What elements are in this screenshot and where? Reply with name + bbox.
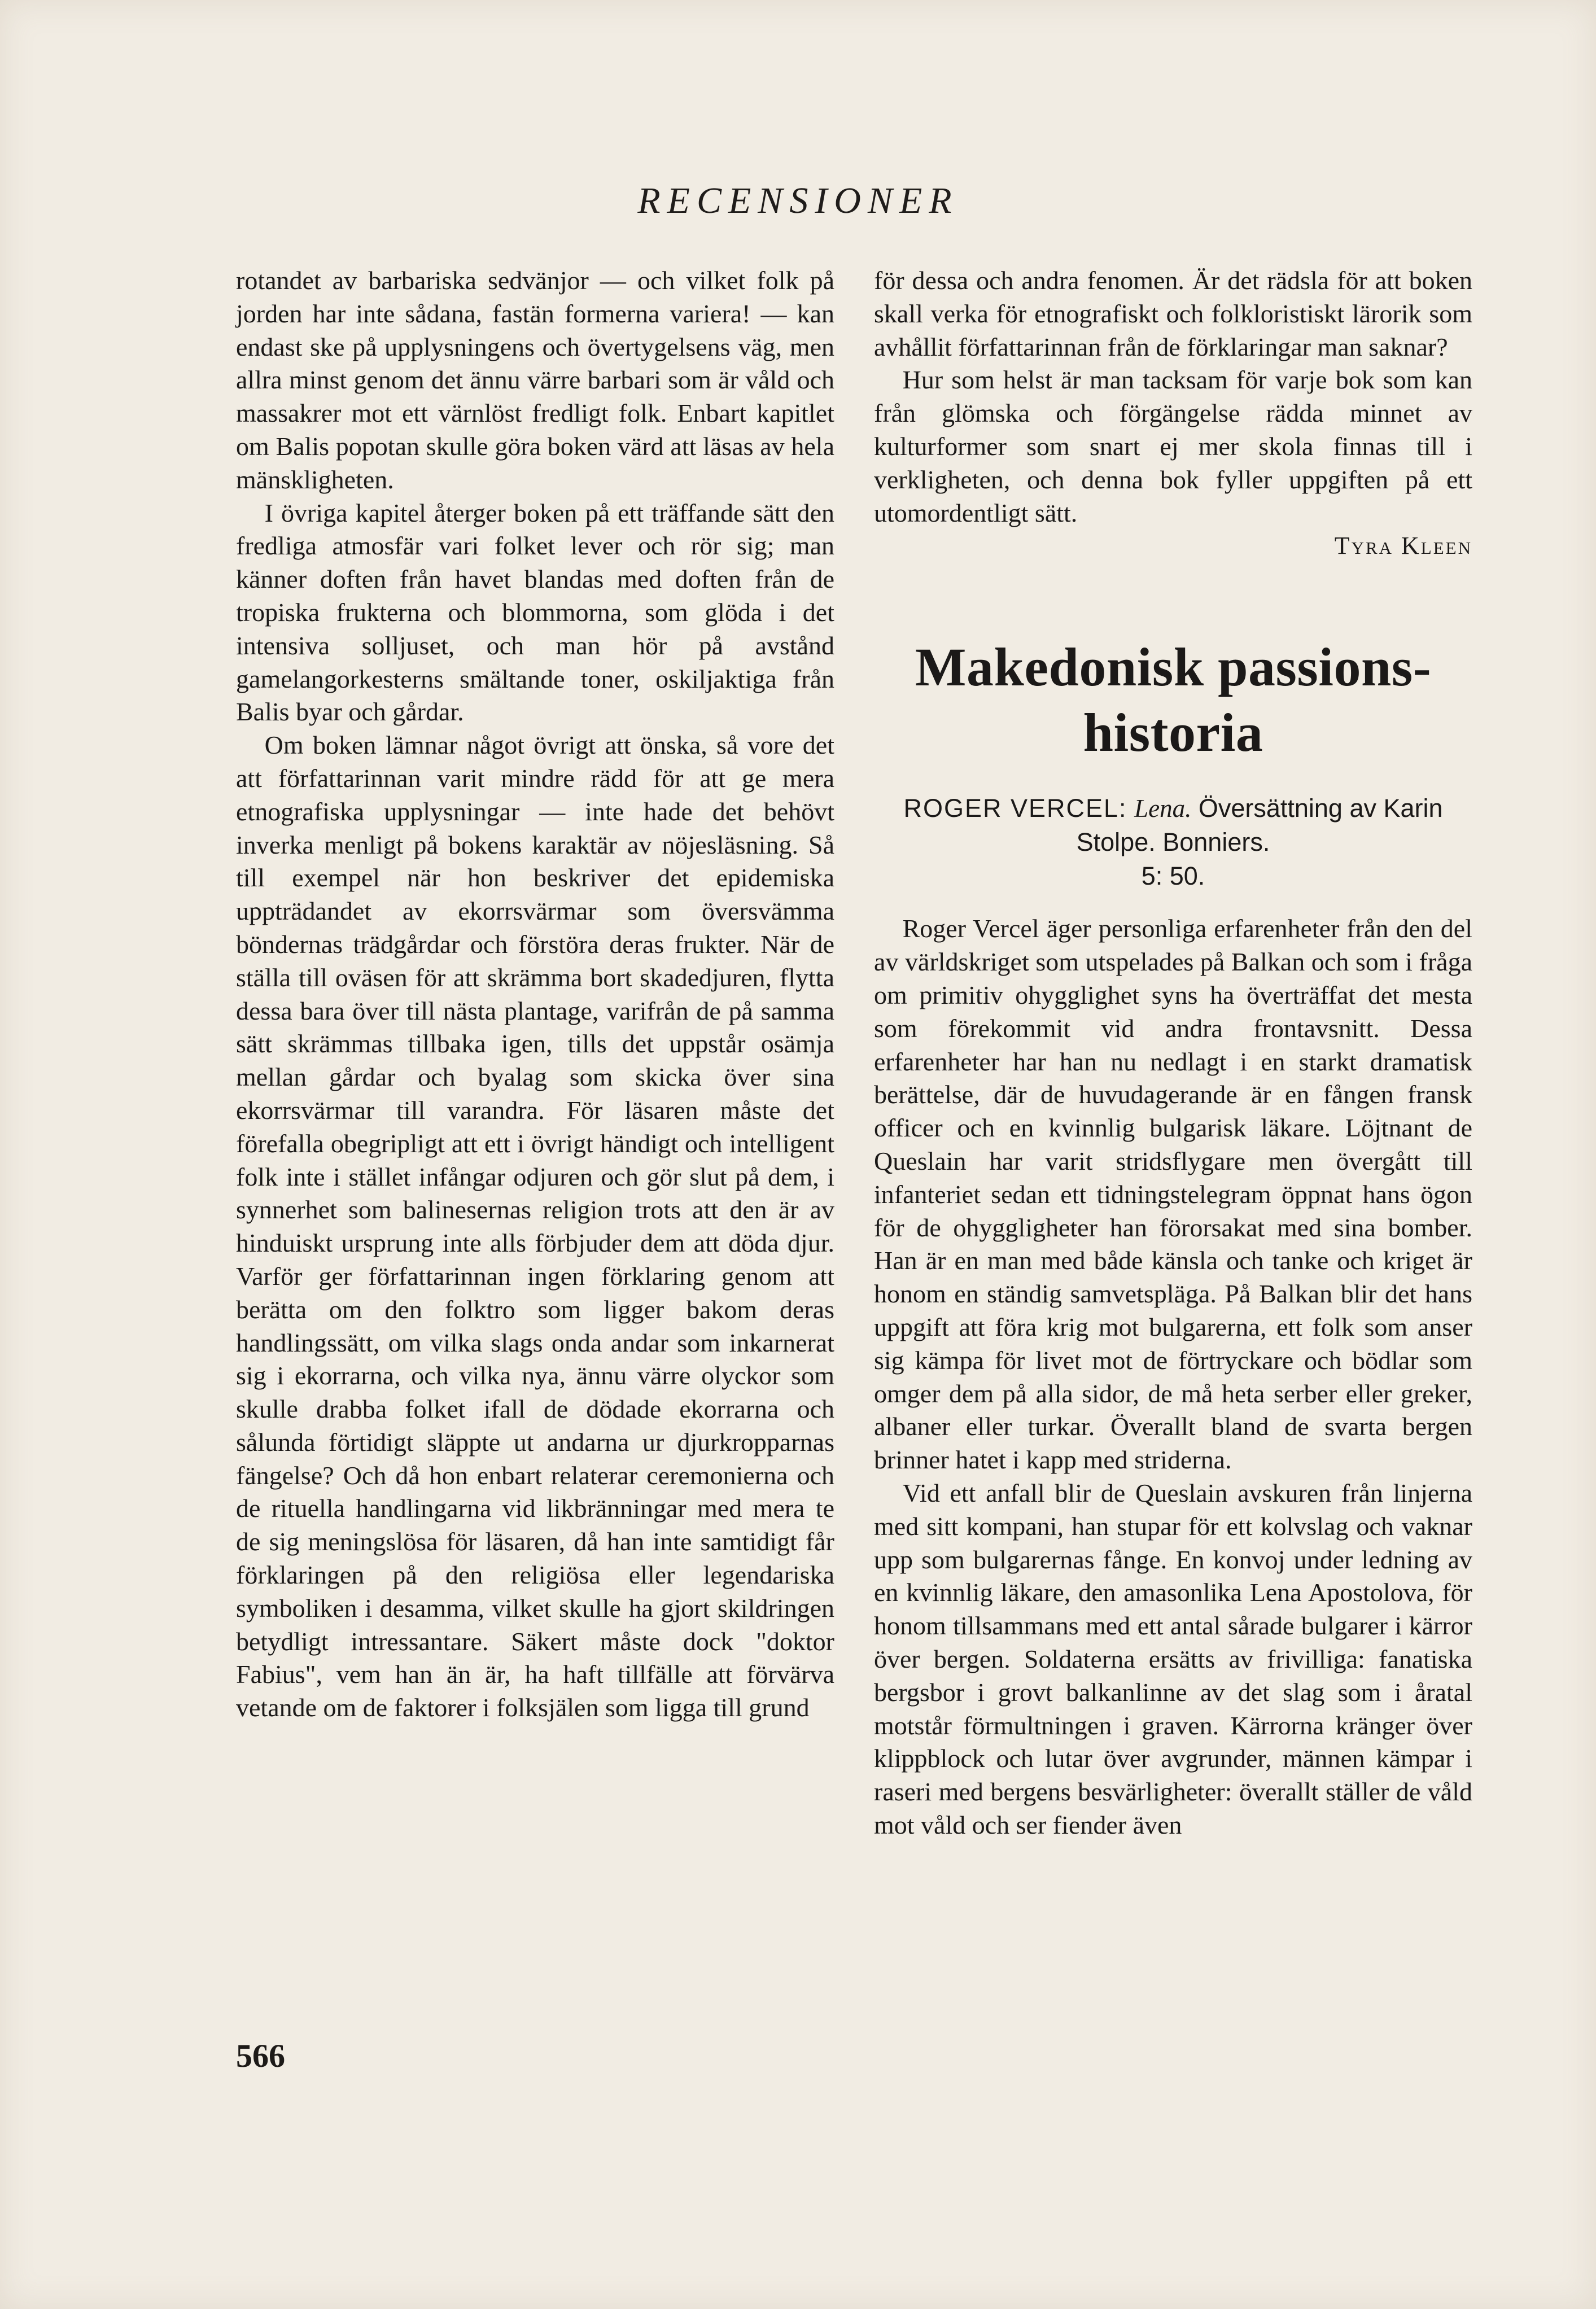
byline-translation: Översättning av Karin Stolpe. Bonniers.	[1076, 794, 1443, 857]
article-title-line: historia	[1083, 702, 1263, 763]
byline-price: 5: 50.	[1141, 861, 1205, 891]
article-title	[874, 635, 1472, 766]
paragraph: I övriga kapitel återger boken på ett träffande sätt den fredliga atmosfär vari folket lever och rör sig; man känner doften från havet blandas med doften från de tropiska frukterna och blommorna, som glöda i det intensiva solljuset, och man hör på avstånd gamelangorkesterns smältande toner, oskiljaktiga från Balis byar och gårdar.	[236, 498, 834, 727]
paragraph: för dessa och andra fenomen. Är det rädsla för att boken skall verka för etnografiskt och folkloristiskt lärorik som avhållit författarinnan från de förklaringar man saknar?	[874, 266, 1472, 361]
paragraph: Roger Vercel äger personliga erfarenheter från den del av världskriget som utspelades på Balkan och som i fråga om primitiv ohygglighet syns ha överträffat det mesta som förekommit vid andra frontavsnitt. Dessa erfarenheter har han nu nedlagt i en starkt dramatisk berättelse, där de huvudagerande är en fången fransk officer och en kvinnlig bulgarisk läkare. Löjtnant de Queslain har varit stridsflygare men övergått till infanteriet sedan ett tidningstelegram öppnat hans ögon för de ohyggligheter han förorsakat med sina bomber. Han är en man med både känsla och tanke och kriget är honom en ständig samvetspläga. På Balkan blir det hans uppgift att föra krig mot bulgarerna, ett folk som anser sig kämpa för livet mot de förtryckare och bödlar som omger dem på alla sidor, de må heta serber eller greker, albaner eller turkar. Överallt bland de svarta bergen brinner hatet i kapp med striderna.	[874, 914, 1472, 1475]
byline-author: ROGER VERCEL:	[903, 794, 1127, 823]
left-column	[236, 264, 834, 1725]
paragraph: rotandet av barbariska sedvänjor — och vilket folk på jorden har inte sådana, fastän formerna variera! — kan endast ske på upplysningens och övertygelsens väg, men allra minst genom det ännu värre barbari som är våld och massakrer mot ett värnlöst fredligt folk. Enbart kapitlet om Balis popotan skulle göra boken värd att läsas av hela mänskligheten.	[236, 266, 834, 494]
page-number: 566	[236, 2037, 285, 2074]
paragraph: Hur som helst är man tacksam för varje bok som kan från glömska och förgängelse rädda minnet av kulturformer som snart ej mer skola finnas till i verkligheten, och denna bok fyller uppgiften på ett utomordentligt sätt.	[874, 365, 1472, 527]
byline-book-title: Lena.	[1134, 794, 1192, 823]
right-column	[874, 264, 1472, 1842]
review-signature: Tyra Kleen	[1334, 532, 1472, 560]
paragraph: Vid ett anfall blir de Queslain avskuren från linjerna med sitt kompani, han stupar för ett kolvslag och vaknar upp som bulgarernas fånge. En konvoj under ledning av en kvinnlig läkare, den amasonlika Lena Apostolova, för honom tillsammans med ett antal sårade bulgarer i kärror över bergen. Soldaterna ersätts av frivilliga: fanatiska bergsbor i grovt balkanlinne av det slag som i åratal motstår förmultningen i graven. Kärrorna kränger över klippblock och lutar över avgrunder, männen kämpar i raseri med bergens besvärligheter: överallt ställer de våld mot våld och ser fiender även	[874, 1478, 1472, 1839]
book-byline	[874, 791, 1472, 893]
article-title-line: Makedonisk passions-	[915, 637, 1432, 698]
running-head: RECENSIONER	[637, 180, 959, 221]
paragraph: Om boken lämnar något övrigt att önska, så vore det att författarinnan varit mindre rädd för att ge mera etnografiska upplysningar — inte hade det behövt inverka menligt på bokens karaktär av nöjesläsning. Så till exempel när hon beskriver det epidemiska uppträdandet av ekorrsvärmar som översvämma böndernas trädgårdar och förstöra deras frukter. När de ställa till oväsen för att skrämma bort skadedjuren, flytta dessa bara över till nästa plantage, varifrån de på samma sätt skrämmas tillbaka igen, tills det uppstår osämja mellan gårdar och byalag som skicka över sina ekorrsvärmar till varandra. För läsaren måste det förefalla obegripligt att ett i övrigt händigt och intelligent folk inte i stället infångar odjuren och gör slut på dem, i synnerhet som balinesernas religion trots att den är av hinduiskt ursprung inte alls förbjuder dem att döda djur. Varför ger författarinnan ingen förklaring genom att berätta om den folktro som ligger bakom deras handlingssätt, om vilka slags onda andar som inkarnerat sig i ekorrarna, och vilka nya, ännu värre olyckor som skulle drabba folket ifall de dödade ekorrarna och sålunda förtidigt släppte ut andarna ur djurkropparnas fängelse? Och då hon enbart relaterar ceremonierna och de rituella handlingarna vid likbränningar med mera te de sig meningslösa för läsaren, då han inte samtidigt får förklaringen på den religiösa eller legendariska symboliken i desamma, vilket skulle ha gjort skildringen betydligt intressantare. Säkert måste dock "doktor Fabius", vem han än är, ha haft tillfälle att förvärva vetande om de faktorer i folksjälen som ligga till grund	[236, 731, 834, 1722]
